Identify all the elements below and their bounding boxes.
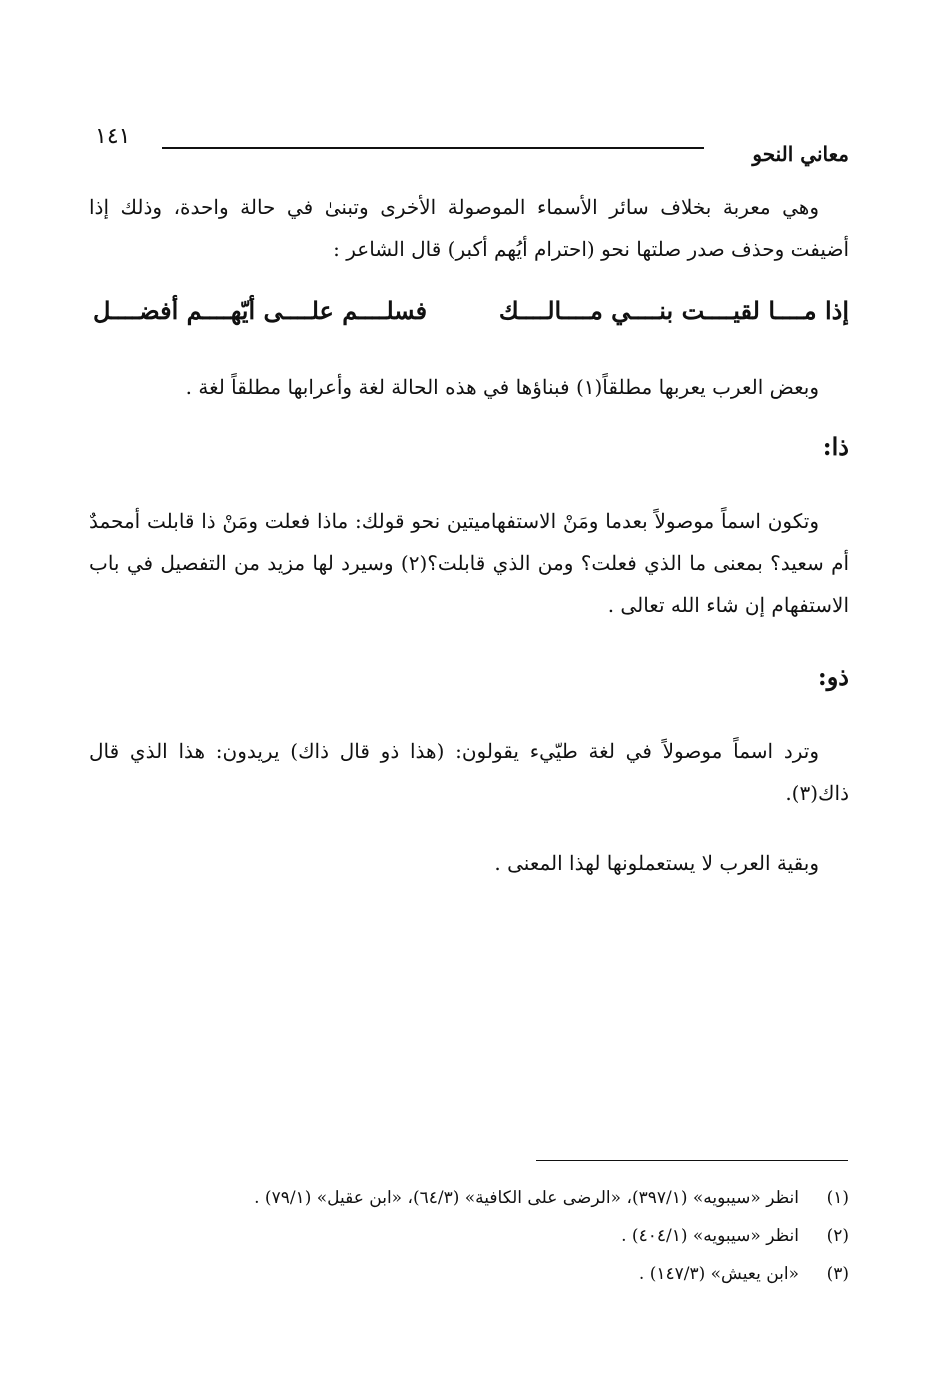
footnote-2 — [89, 1224, 849, 1248]
footnote-1 — [89, 1186, 849, 1210]
paragraph-5 — [89, 842, 849, 884]
section-heading-dha: ذا: — [822, 432, 849, 461]
footnote-number: (٣) — [826, 1264, 849, 1284]
footnote-number: (١) — [826, 1188, 849, 1208]
verse-second-hemistich: فسلــــم علــــى أيّهــــم أفضــــل — [93, 296, 428, 325]
paragraph-5-text: وبقية العرب لا يستعملونها لهذا المعنى . — [494, 851, 819, 875]
paragraph-4 — [89, 730, 849, 814]
section-heading-dhu: ذو: — [817, 662, 849, 691]
running-header-title: معاني النحو — [752, 142, 849, 166]
footnote-text: انظر «سيبويه» (٣٩٧/١)، «الرضى على الكافية» (٦٤/٣)، «ابن عقيل» (٧٩/١) . — [254, 1188, 799, 1208]
header-rule — [162, 147, 704, 149]
footnote-text: «ابن يعيش» (١٤٧/٣) . — [638, 1264, 799, 1284]
footnote-rule — [536, 1160, 848, 1161]
paragraph-1 — [89, 186, 849, 270]
footnote-text: انظر «سيبويه» (٤٠٤/١) . — [621, 1226, 799, 1246]
paragraph-1-text: وهي معربة بخلاف سائر الأسماء الموصولة الأخرى وتبنىٰ في حالة واحدة، وذلك إذا أضيفت وحذف صدر صلتها نحو (احترام أيُهم أكبر) قال الشاعر : — [89, 195, 849, 261]
paragraph-2-text: وبعض العرب يعربها مطلقاً(١) فبناؤها في هذه الحالة لغة وأعرابها مطلقاً لغة . — [185, 375, 819, 399]
paragraph-3 — [89, 500, 849, 626]
footnote-3 — [89, 1262, 849, 1286]
page-number: ١٤١ — [95, 124, 131, 149]
footnote-number: (٢) — [826, 1226, 849, 1246]
paragraph-2 — [89, 366, 849, 408]
verse-first-hemistich: إذا مــــا لقيــــت بنــــي مــــالــــك — [498, 296, 849, 325]
paragraph-4-text: وترد اسماً موصولاً في لغة طيّيء يقولون: (هذا ذو قال ذاك) يريدون: هذا الذي قال ذاك(٣). — [89, 739, 849, 805]
paragraph-3-text: وتكون اسماً موصولاً بعدما ومَنْ الاستفهاميتين نحو قولك: ماذا فعلت ومَنْ ذا قابلت أمحمدٌ أم سعيد؟ بمعنى ما الذي فعلت؟ ومن الذي قابلت؟(٢) وسيرد لها مزيد من التفصيل في باب الاستفهام إن شاء الله تعالى . — [89, 509, 850, 617]
